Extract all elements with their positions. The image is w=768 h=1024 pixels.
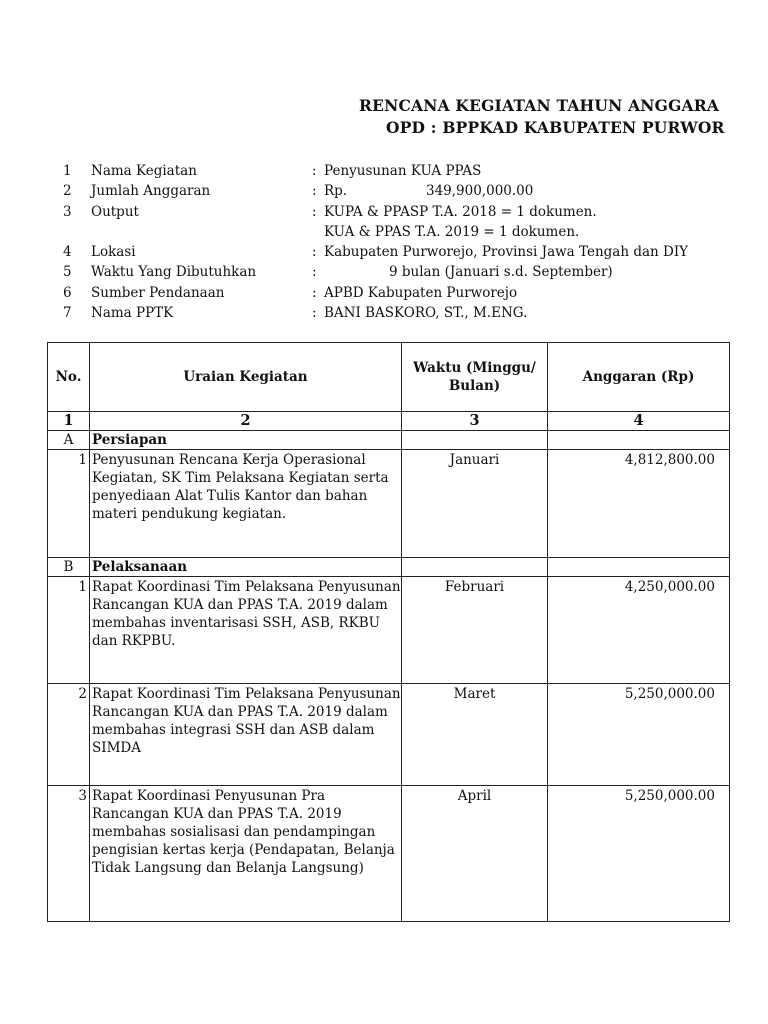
table-row <box>48 786 730 922</box>
row-waktu: Januari <box>402 450 548 558</box>
budget-amount: 349,900,000.00 <box>426 183 534 199</box>
info-value: Rp. <box>324 183 348 199</box>
table-row <box>48 450 730 558</box>
activity-plan-table <box>47 342 730 922</box>
empty-cell <box>548 431 730 450</box>
row-anggaran: 5,250,000.00 <box>548 684 730 786</box>
column-index: 3 <box>402 412 548 431</box>
info-number: 6 <box>63 285 72 301</box>
section-title: Persiapan <box>90 431 402 450</box>
info-label: Lokasi <box>91 244 136 260</box>
info-number: 1 <box>63 163 72 179</box>
row-anggaran: 4,250,000.00 <box>548 577 730 684</box>
table-header-row <box>48 343 730 412</box>
row-number: 3 <box>48 786 90 922</box>
info-colon: : <box>312 264 317 280</box>
row-waktu: Februari <box>402 577 548 684</box>
empty-cell <box>548 558 730 577</box>
info-colon: : <box>312 163 317 179</box>
info-label: Nama PPTK <box>91 305 174 321</box>
info-colon: : <box>312 204 317 220</box>
info-number: 7 <box>63 305 72 321</box>
info-label: Jumlah Anggaran <box>91 183 211 199</box>
column-index: 4 <box>548 412 730 431</box>
row-description: Rapat Koordinasi Tim Pelaksana Penyusunan Rancangan KUA dan PPAS T.A. 2019 dalam membahas integrasi SSH dan ASB dalam SIMDA <box>90 684 402 786</box>
column-index: 1 <box>48 412 90 431</box>
info-colon: : <box>312 244 317 260</box>
row-number: 1 <box>48 450 90 558</box>
empty-cell <box>402 558 548 577</box>
section-row-persiapan <box>48 431 730 450</box>
row-description: Rapat Koordinasi Tim Pelaksana Penyusunan Rancangan KUA dan PPAS T.A. 2019 dalam membahas inventarisasi SSH, ASB, RKBU dan RKPBU. <box>90 577 402 684</box>
info-value: Kabupaten Purworejo, Provinsi Jawa Tengah dan DIY <box>324 244 689 260</box>
section-code: A <box>48 431 90 450</box>
header-waktu: Waktu (Minggu/ Bulan) <box>402 343 548 412</box>
info-number: 4 <box>63 244 72 260</box>
section-row-pelaksanaan <box>48 558 730 577</box>
info-colon: : <box>312 183 317 199</box>
row-anggaran: 5,250,000.00 <box>548 786 730 922</box>
info-label: Sumber Pendanaan <box>91 285 225 301</box>
row-description: Penyusunan Rencana Kerja Operasional Kegiatan, SK Tim Pelaksana Kegiatan serta penyediaan Alat Tulis Kantor dan bahan materi pendukung kegiatan. <box>90 450 402 558</box>
empty-cell <box>402 431 548 450</box>
info-colon: : <box>312 305 317 321</box>
info-value: Penyusunan KUA PPAS <box>324 163 482 179</box>
column-index-row <box>48 412 730 431</box>
table-row <box>48 684 730 786</box>
header-uraian-kegiatan: Uraian Kegiatan <box>90 343 402 412</box>
header-no: No. <box>48 343 90 412</box>
table-row <box>48 577 730 684</box>
info-label: Waktu Yang Dibutuhkan <box>91 264 257 280</box>
info-number: 3 <box>63 204 72 220</box>
document-title: RENCANA KEGIATAN TAHUN ANGGARA <box>359 96 720 115</box>
info-value: APBD Kabupaten Purworejo <box>324 285 518 301</box>
info-value: KUPA & PPASP T.A. 2018 = 1 dokumen. <box>324 204 597 220</box>
section-title: Pelaksanaan <box>90 558 402 577</box>
info-number: 2 <box>63 183 72 199</box>
header-anggaran: Anggaran (Rp) <box>548 343 730 412</box>
info-value: 9 bulan (Januari s.d. September) <box>389 264 613 280</box>
row-anggaran: 4,812,800.00 <box>548 450 730 558</box>
info-colon: : <box>312 285 317 301</box>
row-number: 2 <box>48 684 90 786</box>
document-subtitle: OPD : BPPKAD KABUPATEN PURWOR <box>386 118 725 137</box>
column-index: 2 <box>90 412 402 431</box>
info-label: Output <box>91 204 139 220</box>
section-code: B <box>48 558 90 577</box>
row-description: Rapat Koordinasi Penyusunan Pra Rancangan KUA dan PPAS T.A. 2019 membahas sosialisasi dan pendampingan pengisian kertas kerja (Pendapatan, Belanja Tidak Langsung dan Belanja Langsung) <box>90 786 402 922</box>
row-number: 1 <box>48 577 90 684</box>
info-value: BANI BASKORO, ST., M.ENG. <box>324 305 528 321</box>
info-label: Nama Kegiatan <box>91 163 197 179</box>
row-waktu: Maret <box>402 684 548 786</box>
row-waktu: April <box>402 786 548 922</box>
info-number: 5 <box>63 264 72 280</box>
info-value-second-line: KUA & PPAS T.A. 2019 = 1 dokumen. <box>324 224 580 240</box>
